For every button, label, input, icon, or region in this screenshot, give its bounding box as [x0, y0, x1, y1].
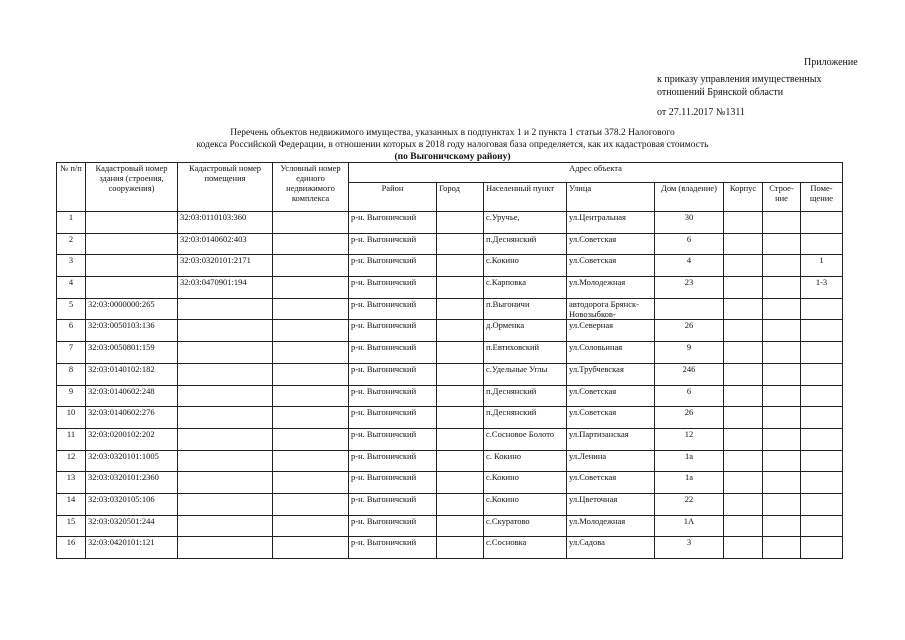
settlement-cell: с.Сосновое Болото	[484, 428, 567, 450]
header-settlement: Населенный пункт	[484, 183, 567, 212]
street-cell: ул.Трубчевская	[567, 363, 655, 385]
block-cell	[724, 277, 763, 299]
building-cadastral-cell: 32:03:0320101:1005	[86, 450, 178, 472]
house-cell: 23	[655, 277, 724, 299]
order-line-2: отношений Брянской области	[657, 87, 784, 98]
block-cell	[724, 537, 763, 559]
district-cell: р-н. Выгоничский	[349, 298, 437, 320]
header-address: Адрес объекта	[349, 163, 843, 183]
table-row	[57, 363, 843, 385]
block-cell	[724, 320, 763, 342]
header-num: № п/п	[57, 163, 86, 212]
street-cell: ул.Советская	[567, 385, 655, 407]
city-cell	[437, 493, 484, 515]
conditional-number-cell	[273, 298, 349, 320]
room-part-cell	[801, 407, 843, 429]
house-cell: 1А	[655, 515, 724, 537]
district-cell: р-н. Выгоничский	[349, 537, 437, 559]
room-part-cell	[801, 385, 843, 407]
district-cell: р-н. Выгоничский	[349, 407, 437, 429]
header-street: Улица	[567, 183, 655, 212]
building-part-cell	[763, 450, 801, 472]
room-part-cell	[801, 515, 843, 537]
conditional-number-cell	[273, 515, 349, 537]
building-part-cell	[763, 298, 801, 320]
building-cadastral-cell: 32:03:0140602:248	[86, 385, 178, 407]
conditional-number-cell	[273, 385, 349, 407]
city-cell	[437, 342, 484, 364]
room-part-cell: 1	[801, 255, 843, 277]
building-part-cell	[763, 515, 801, 537]
house-cell: 26	[655, 320, 724, 342]
row-number-cell: 10	[57, 407, 86, 429]
header-room: Поме-щение	[801, 183, 843, 212]
header-city: Город	[437, 183, 484, 212]
district-cell: р-н. Выгоничский	[349, 428, 437, 450]
house-cell: 22	[655, 493, 724, 515]
row-number-cell: 2	[57, 233, 86, 255]
street-cell: ул.Партизанская	[567, 428, 655, 450]
header-room-cadastral: Кадастровый номер помещения	[178, 163, 273, 212]
header-building: Строе-ние	[763, 183, 801, 212]
block-cell	[724, 472, 763, 494]
settlement-cell: с. Кокино	[484, 450, 567, 472]
city-cell	[437, 515, 484, 537]
district-cell: р-н. Выгоничский	[349, 255, 437, 277]
room-part-cell	[801, 493, 843, 515]
settlement-cell: с.Сосновка	[484, 537, 567, 559]
table-row	[57, 385, 843, 407]
city-cell	[437, 385, 484, 407]
building-part-cell	[763, 233, 801, 255]
building-part-cell	[763, 493, 801, 515]
district-cell: р-н. Выгоничский	[349, 342, 437, 364]
appendix-label: Приложение	[804, 57, 858, 68]
row-number-cell: 12	[57, 450, 86, 472]
building-cadastral-cell: 32:03:0320501:244	[86, 515, 178, 537]
conditional-number-cell	[273, 537, 349, 559]
building-part-cell	[763, 385, 801, 407]
block-cell	[724, 255, 763, 277]
room-part-cell	[801, 450, 843, 472]
street-cell: автодорога Брянск-Новозыбков-	[567, 298, 655, 320]
block-cell	[724, 363, 763, 385]
district-cell: р-н. Выгоничский	[349, 277, 437, 299]
settlement-cell: с.Кокино	[484, 472, 567, 494]
city-cell	[437, 450, 484, 472]
room-cadastral-cell: 32:03:0140602:403	[178, 233, 273, 255]
table-row	[57, 320, 843, 342]
street-cell: ул.Советская	[567, 255, 655, 277]
city-cell	[437, 363, 484, 385]
room-cadastral-cell	[178, 320, 273, 342]
building-cadastral-cell	[86, 277, 178, 299]
building-cadastral-cell	[86, 212, 178, 234]
table-row	[57, 212, 843, 234]
street-cell: ул.Цветочная	[567, 493, 655, 515]
house-cell: 6	[655, 233, 724, 255]
table-row	[57, 342, 843, 364]
table-row	[57, 537, 843, 559]
street-cell: ул.Ленина	[567, 450, 655, 472]
room-part-cell	[801, 472, 843, 494]
city-cell	[437, 320, 484, 342]
city-cell	[437, 298, 484, 320]
row-number-cell: 13	[57, 472, 86, 494]
header-district: Район	[349, 183, 437, 212]
row-number-cell: 6	[57, 320, 86, 342]
room-cadastral-cell	[178, 363, 273, 385]
header-building-cadastral: Кадастровый номер здания (строения, сооружения)	[86, 163, 178, 212]
settlement-cell: с.Кокино	[484, 255, 567, 277]
block-cell	[724, 493, 763, 515]
street-cell: ул.Советская	[567, 407, 655, 429]
row-number-cell: 16	[57, 537, 86, 559]
block-cell	[724, 298, 763, 320]
building-part-cell	[763, 363, 801, 385]
building-part-cell	[763, 255, 801, 277]
header-conditional-number: Условный номер единого недвижимого комплекса	[273, 163, 349, 212]
house-cell: 1а	[655, 450, 724, 472]
conditional-number-cell	[273, 320, 349, 342]
street-cell: ул.Садова	[567, 537, 655, 559]
settlement-cell: п.Евтиховский	[484, 342, 567, 364]
district-cell: р-н. Выгоничский	[349, 472, 437, 494]
house-cell: 26	[655, 407, 724, 429]
house-cell: 9	[655, 342, 724, 364]
order-date: от 27.11.2017 №1311	[657, 107, 746, 118]
district-cell: р-н. Выгоничский	[349, 233, 437, 255]
block-cell	[724, 342, 763, 364]
conditional-number-cell	[273, 493, 349, 515]
conditional-number-cell	[273, 342, 349, 364]
header-house: Дом (владение)	[655, 183, 724, 212]
table-row	[57, 450, 843, 472]
row-number-cell: 15	[57, 515, 86, 537]
house-cell: 12	[655, 428, 724, 450]
block-cell	[724, 515, 763, 537]
room-cadastral-cell: 32:03:0320101:2171	[178, 255, 273, 277]
street-cell: ул.Северная	[567, 320, 655, 342]
document-title-line-1: Перечень объектов недвижимого имущества, указанных в подпунктах 1 и 2 пункта 1 статьи 378.2 Налогового	[230, 128, 675, 138]
document-title-line-2: кодекса Российской Федерации, в отношении которых в 2018 году налоговая база определяется, как их кадастровая стоимость	[196, 140, 709, 150]
room-cadastral-cell	[178, 515, 273, 537]
room-cadastral-cell	[178, 472, 273, 494]
room-cadastral-cell	[178, 493, 273, 515]
building-part-cell	[763, 472, 801, 494]
block-cell	[724, 450, 763, 472]
order-line-1: к приказу управления имущественных	[657, 74, 822, 85]
room-cadastral-cell	[178, 450, 273, 472]
room-part-cell	[801, 342, 843, 364]
room-part-cell	[801, 298, 843, 320]
building-cadastral-cell	[86, 233, 178, 255]
block-cell	[724, 407, 763, 429]
building-cadastral-cell: 32:03:0320105:106	[86, 493, 178, 515]
district-cell: р-н. Выгоничский	[349, 385, 437, 407]
building-cadastral-cell: 32:03:0000000:265	[86, 298, 178, 320]
building-cadastral-cell: 32:03:0140602:276	[86, 407, 178, 429]
room-part-cell	[801, 212, 843, 234]
street-cell: ул.Молодежная	[567, 277, 655, 299]
district-cell: р-н. Выгоничский	[349, 320, 437, 342]
settlement-cell: п.Деснянский	[484, 407, 567, 429]
room-cadastral-cell	[178, 537, 273, 559]
conditional-number-cell	[273, 255, 349, 277]
building-part-cell	[763, 428, 801, 450]
house-cell: 30	[655, 212, 724, 234]
settlement-cell: с.Удельные Углы	[484, 363, 567, 385]
building-part-cell	[763, 277, 801, 299]
settlement-cell: д.Орменка	[484, 320, 567, 342]
block-cell	[724, 212, 763, 234]
building-cadastral-cell: 32:03:0200102:202	[86, 428, 178, 450]
row-number-cell: 1	[57, 212, 86, 234]
table-row	[57, 407, 843, 429]
conditional-number-cell	[273, 233, 349, 255]
house-cell: 4	[655, 255, 724, 277]
district-cell: р-н. Выгоничский	[349, 363, 437, 385]
room-part-cell	[801, 428, 843, 450]
table-row	[57, 472, 843, 494]
conditional-number-cell	[273, 450, 349, 472]
district-cell: р-н. Выгоничский	[349, 515, 437, 537]
building-part-cell	[763, 212, 801, 234]
room-cadastral-cell	[178, 407, 273, 429]
building-cadastral-cell: 32:03:0420101:121	[86, 537, 178, 559]
house-cell: 3	[655, 537, 724, 559]
table-row	[57, 493, 843, 515]
street-cell: ул.Центральная	[567, 212, 655, 234]
building-part-cell	[763, 407, 801, 429]
settlement-cell: с.Кокино	[484, 493, 567, 515]
city-cell	[437, 277, 484, 299]
row-number-cell: 3	[57, 255, 86, 277]
property-table	[56, 162, 843, 559]
city-cell	[437, 472, 484, 494]
block-cell	[724, 428, 763, 450]
room-cadastral-cell	[178, 298, 273, 320]
row-number-cell: 5	[57, 298, 86, 320]
settlement-cell: п.Выгоничи	[484, 298, 567, 320]
building-part-cell	[763, 320, 801, 342]
header-block: Корпус	[724, 183, 763, 212]
room-part-cell	[801, 363, 843, 385]
room-part-cell	[801, 320, 843, 342]
district-cell: р-н. Выгоничский	[349, 450, 437, 472]
city-cell	[437, 212, 484, 234]
building-cadastral-cell: 32:03:0050801:159	[86, 342, 178, 364]
document-title-district: (по Выгоничскому району)	[394, 152, 511, 162]
block-cell	[724, 385, 763, 407]
street-cell: ул.Советская	[567, 472, 655, 494]
room-cadastral-cell: 32:03:0470901:194	[178, 277, 273, 299]
row-number-cell: 4	[57, 277, 86, 299]
settlement-cell: п.Деснянский	[484, 233, 567, 255]
street-cell: ул.Советская	[567, 233, 655, 255]
table-row	[57, 255, 843, 277]
settlement-cell: с.Скуратово	[484, 515, 567, 537]
house-cell: 1а	[655, 472, 724, 494]
table-row	[57, 515, 843, 537]
table-row	[57, 277, 843, 299]
conditional-number-cell	[273, 472, 349, 494]
table-row	[57, 233, 843, 255]
room-cadastral-cell: 32:03:0110103:360	[178, 212, 273, 234]
conditional-number-cell	[273, 363, 349, 385]
room-cadastral-cell	[178, 428, 273, 450]
table-row	[57, 298, 843, 320]
building-part-cell	[763, 537, 801, 559]
building-cadastral-cell	[86, 255, 178, 277]
building-cadastral-cell: 32:03:0320101:2360	[86, 472, 178, 494]
house-cell	[655, 298, 724, 320]
district-cell: р-н. Выгоничский	[349, 493, 437, 515]
conditional-number-cell	[273, 277, 349, 299]
room-cadastral-cell	[178, 385, 273, 407]
house-cell: 6	[655, 385, 724, 407]
row-number-cell: 11	[57, 428, 86, 450]
conditional-number-cell	[273, 212, 349, 234]
city-cell	[437, 428, 484, 450]
row-number-cell: 7	[57, 342, 86, 364]
table-row	[57, 428, 843, 450]
row-number-cell: 14	[57, 493, 86, 515]
house-cell: 246	[655, 363, 724, 385]
row-number-cell: 8	[57, 363, 86, 385]
street-cell: ул.Молодежная	[567, 515, 655, 537]
room-part-cell	[801, 537, 843, 559]
street-cell: ул.Соловьиная	[567, 342, 655, 364]
settlement-cell: п.Деснянский	[484, 385, 567, 407]
building-cadastral-cell: 32:03:0050103:136	[86, 320, 178, 342]
building-part-cell	[763, 342, 801, 364]
city-cell	[437, 537, 484, 559]
room-part-cell	[801, 233, 843, 255]
block-cell	[724, 233, 763, 255]
conditional-number-cell	[273, 428, 349, 450]
building-cadastral-cell: 32:03:0140102:182	[86, 363, 178, 385]
city-cell	[437, 233, 484, 255]
district-cell: р-н. Выгоничский	[349, 212, 437, 234]
settlement-cell: с.Уручье,	[484, 212, 567, 234]
city-cell	[437, 255, 484, 277]
settlement-cell: с.Карповка	[484, 277, 567, 299]
conditional-number-cell	[273, 407, 349, 429]
room-part-cell: 1-3	[801, 277, 843, 299]
row-number-cell: 9	[57, 385, 86, 407]
room-cadastral-cell	[178, 342, 273, 364]
city-cell	[437, 407, 484, 429]
